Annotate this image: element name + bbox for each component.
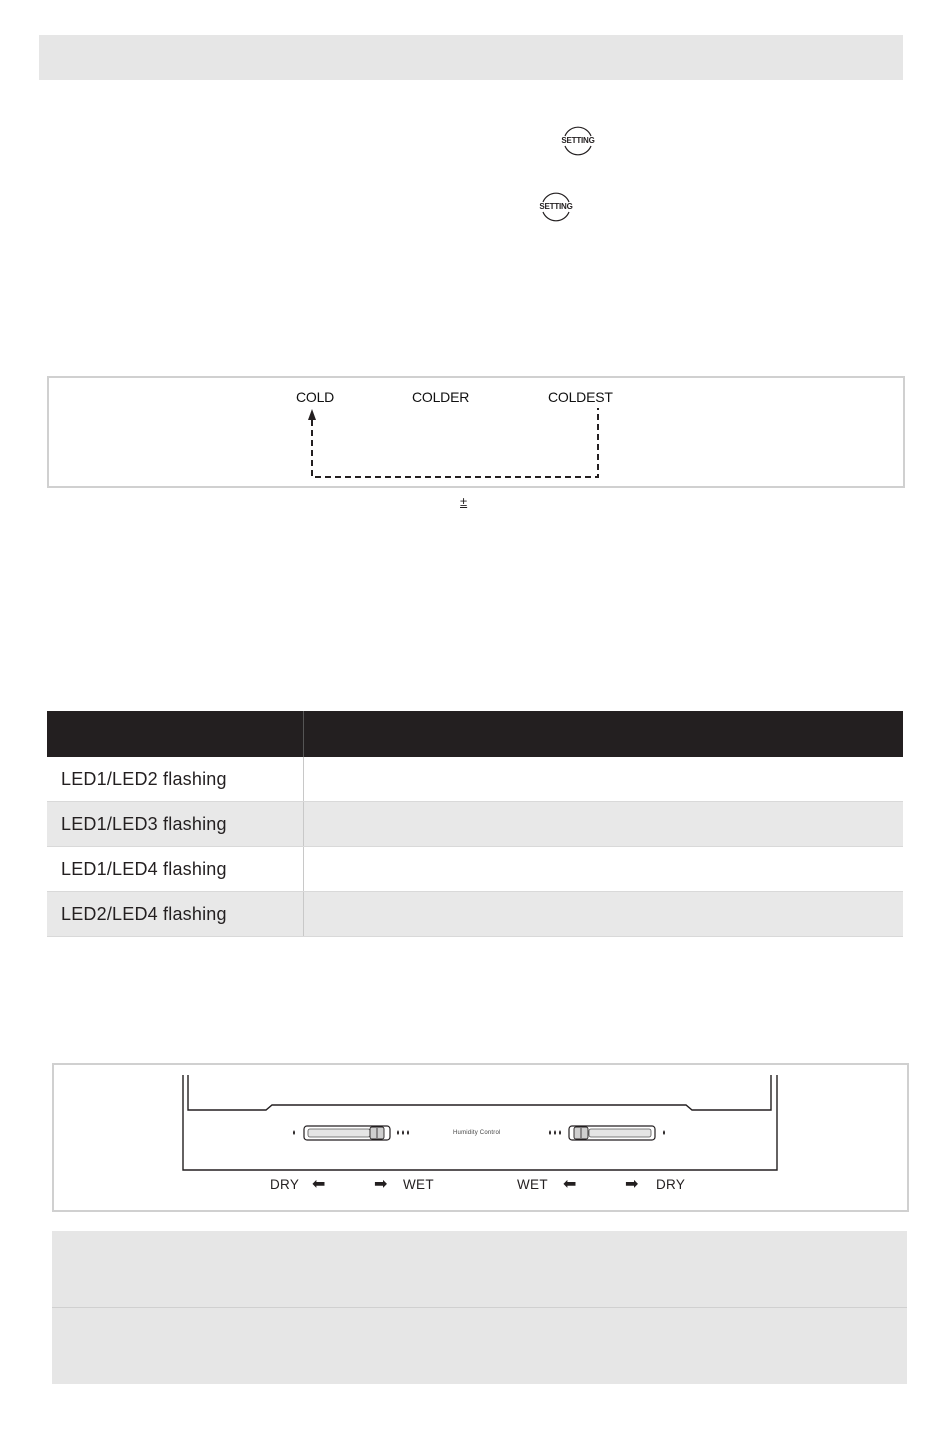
table-row <box>47 847 903 892</box>
setting-button-icon <box>538 189 574 225</box>
led-description-cell <box>304 757 904 802</box>
table-header-row <box>47 711 903 757</box>
right-humidity-slider <box>569 1126 655 1140</box>
led-code-cell: LED1/LED4 flashing <box>47 847 304 892</box>
left-dry-label: DRY <box>270 1177 300 1192</box>
table-header-code <box>47 711 304 757</box>
led-code-cell: LED1/LED2 flashing <box>47 757 304 802</box>
tolerance-symbol: ± <box>460 494 468 509</box>
humidity-control-label: Humidity Control <box>453 1130 501 1136</box>
header-band <box>39 35 903 80</box>
led-description-cell <box>304 892 904 937</box>
humidity-control-drawing <box>180 1072 780 1179</box>
right-dry-label: DRY <box>656 1177 686 1192</box>
left-humidity-slider <box>304 1126 390 1140</box>
arrow-right-icon: ➡ <box>625 1176 639 1193</box>
table-row <box>47 757 903 802</box>
temp-label-colder: COLDER <box>412 389 470 405</box>
setting-icon-label: SETTING <box>561 136 595 145</box>
table-row <box>47 802 903 847</box>
setting-button-icon <box>560 123 596 159</box>
arrow-right-icon: ➡ <box>374 1176 388 1193</box>
led-code-cell: LED2/LED4 flashing <box>47 892 304 937</box>
table-header-description <box>304 711 904 757</box>
right-wet-label: WET <box>517 1177 548 1192</box>
left-wet-label: WET <box>403 1177 434 1192</box>
led-error-table <box>47 711 903 937</box>
cycle-arrow-icon <box>300 408 610 487</box>
led-description-cell <box>304 847 904 892</box>
setting-icon-label: SETTING <box>539 202 573 211</box>
table-row <box>47 892 903 937</box>
led-description-cell <box>304 802 904 847</box>
temp-label-coldest: COLDEST <box>548 389 613 405</box>
arrow-left-icon: ⬅ <box>563 1176 577 1193</box>
note-band <box>52 1231 907 1307</box>
led-code-cell: LED1/LED3 flashing <box>47 802 304 847</box>
note-band <box>52 1308 907 1384</box>
temp-label-cold: COLD <box>296 389 335 405</box>
arrow-left-icon: ⬅ <box>312 1176 326 1193</box>
